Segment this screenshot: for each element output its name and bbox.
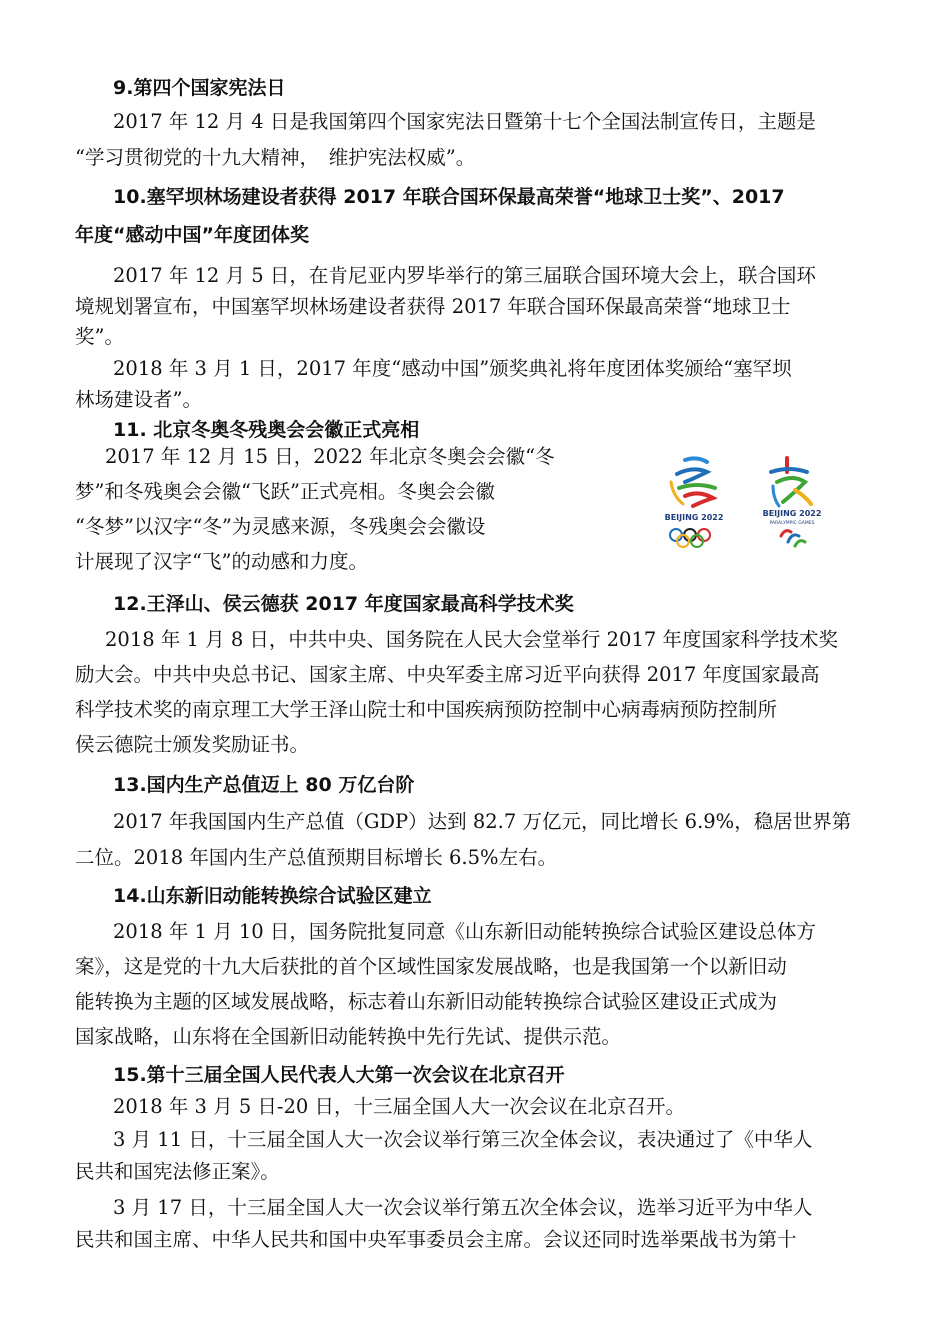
paragraph-line: 民共和国主席、中华人民共和国中央军事委员会主席。会议还同时选举栗战书为第十 [75,1228,797,1251]
section-13-title: 13.国内生产总值迈上 80 万亿台阶 [113,774,415,796]
paragraph-line: 案》，这是党的十九大后获批的首个区域性国家发展战略，也是我国第一个以新旧动 [75,955,787,978]
paragraph-line: 3 月 11 日，十三届全国人大一次会议举行第三次全体会议，表决通过了《中华人 [113,1128,813,1151]
section-10-title: 10.塞罕坝林场建设者获得 2017 年联合国环保最高荣誉“地球卫士奖”、2017 [113,186,785,208]
paragraph-line: 2017 年 12 月 5 日，在肯尼亚内罗毕举行的第三届联合国环境大会上，联合国环 [113,264,816,287]
beijing-2022-emblems [655,452,845,560]
paragraph-line: 2017 年 12 月 4 日是我国第四个国家宪法日暨第十七个全国法制宣传日，主题是 [113,110,816,133]
paragraph-line: 奖”。 [75,325,124,348]
paragraph-line: 国家战略，山东将在全国新旧动能转换中先行先试、提供示范。 [75,1025,622,1048]
section-12-title: 12.王泽山、侯云德获 2017 年度国家最高科学技术奖 [113,593,574,615]
winter-paralympics-emblem [763,458,822,546]
paragraph-line: 2018 年 1 月 10 日，国务院批复同意《山东新旧动能转换综合试验区建设总体方 [113,920,816,943]
paragraph-line: 计展现了汉字“飞”的动感和力度。 [75,550,368,573]
section-9-title: 9.第四个国家宪法日 [113,77,286,99]
paragraph-line: 2018 年 3 月 5 日-20 日，十三届全国人大一次会议在北京召开。 [113,1095,686,1118]
section-10-title: 年度“感动中国”年度团体奖 [75,224,309,246]
olympic-logo-text: BEIJING 2022 [664,513,724,522]
paragraph-line: 2018 年 1 月 8 日，中共中央、国务院在人民大会堂举行 2017 年度国家科学技术奖 [105,628,838,651]
emblems-graphic [655,452,845,560]
paragraph-line: 2017 年 12 月 15 日，2022 年北京冬奥会会徽“冬 [105,445,555,468]
section-15-title: 15.第十三届全国人民代表人大第一次会议在北京召开 [113,1064,565,1086]
paragraph-line: 二位。2018 年国内生产总值预期目标增长 6.5%左右。 [75,846,558,869]
paragraph-line: 林场建设者”。 [75,388,202,411]
paragraph-line: 境规划署宣布，中国塞罕坝林场建设者获得 2017 年联合国环保最高荣誉“地球卫士 [75,295,791,318]
paragraph-line: 能转换为主题的区域发展战略，标志着山东新旧动能转换综合试验区建设正式成为 [75,990,778,1013]
winter-olympics-emblem [665,458,724,547]
paragraph-line: 侯云德院士颁发奖励证书。 [75,733,310,756]
paragraph-line: 梦”和冬残奥会会徽“飞跃”正式亮相。冬奥会会徽 [75,480,495,503]
paragraph-line: 2017 年我国国内生产总值（GDP）达到 82.7 万亿元，同比增长 6.9%，稳居世界第 [113,810,852,833]
paralympic-logo-subtext: PARALYMPIC GAMES [769,521,815,526]
section-14-title: 14.山东新旧动能转换综合试验区建立 [113,885,432,907]
paragraph-line: “冬梦”以汉字“冬”为灵感来源，冬残奥会会徽设 [75,515,486,538]
paragraph-line: 科学技术奖的南京理工大学王泽山院士和中国疾病预防控制中心病毒病预防控制所 [75,698,778,721]
paralympic-logo-text: BEIJING 2022 [762,509,822,518]
paragraph-line: 2018 年 3 月 1 日，2017 年度“感动中国”颁奖典礼将年度团体奖颁给“塞罕坝 [113,357,792,380]
paragraph-line: 民共和国宪法修正案》。 [75,1160,280,1183]
paragraph-line: 励大会。中共中央总书记、国家主席、中央军委主席习近平向获得 2017 年度国家最高 [75,663,820,686]
section-11-title: 11. 北京冬奥冬残奥会会徽正式亮相 [113,419,420,441]
paragraph-line: “学习贯彻党的十九大精神， 维护宪法权威”。 [75,146,476,169]
paragraph-line: 3 月 17 日，十三届全国人大一次会议举行第五次全体会议，选举习近平为中华人 [113,1196,813,1219]
